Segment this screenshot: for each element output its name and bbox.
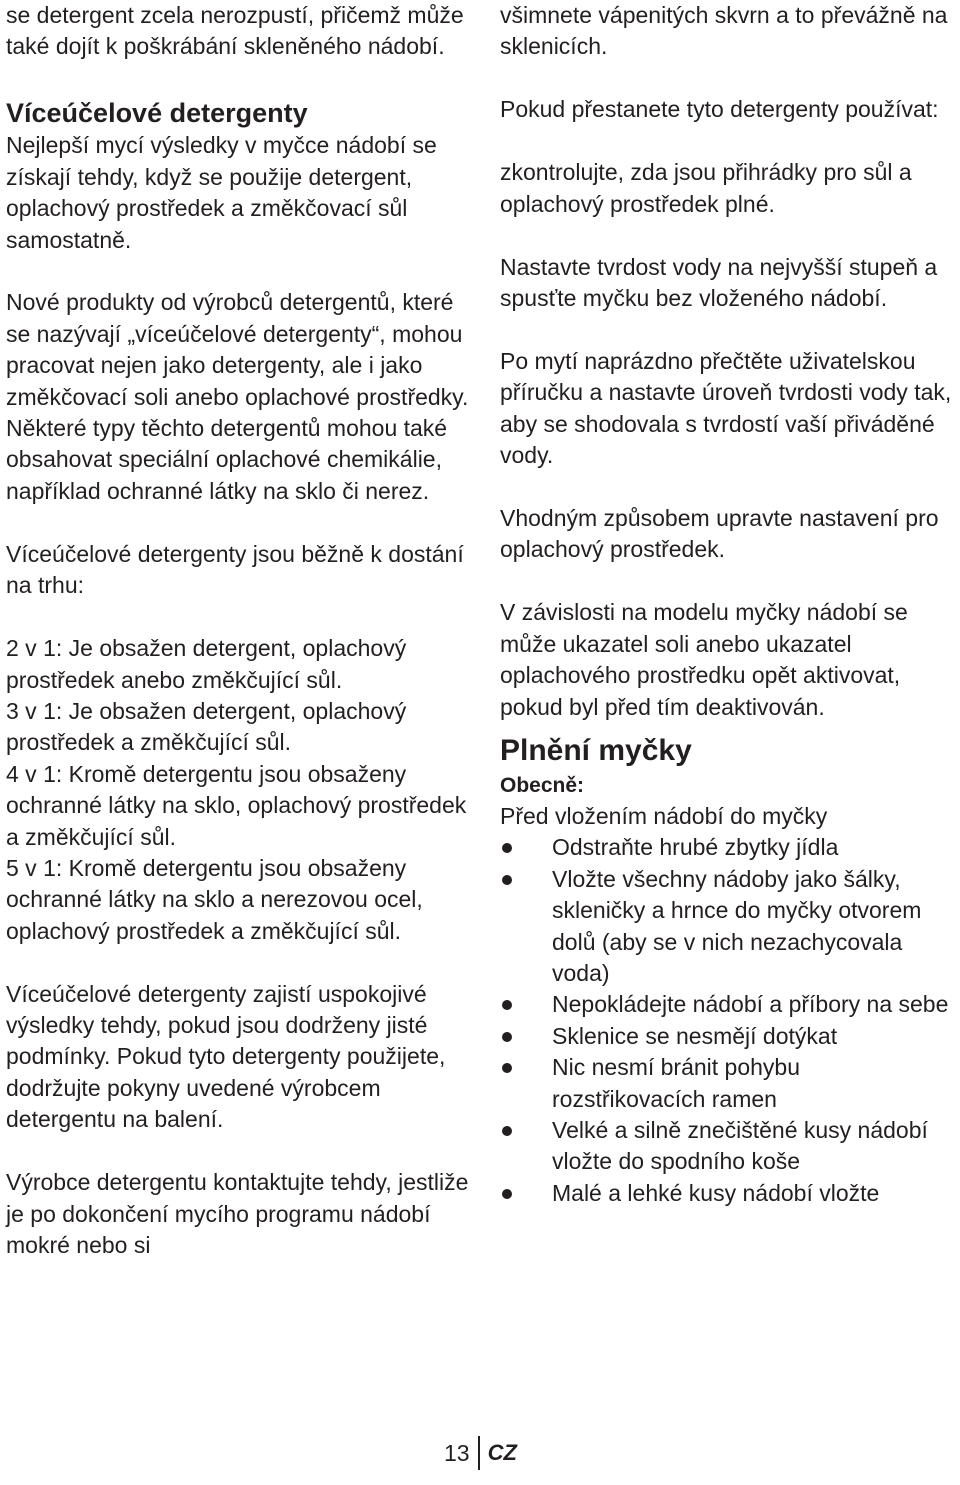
detergent-type-4in1: 4 v 1: Kromě detergentu jsou obsaženy ochranné látky na sklo, oplachový prostředek a změkčující sůl. — [6, 760, 467, 850]
paragraph: Víceúčelové detergenty zajistí uspokojivé výsledky tehdy, pokud jsou dodrženy jisté podmínky. Pokud tyto detergenty použijete, dodržujte pokyny uvedené výrobcem detergentu na balení. — [6, 980, 446, 1133]
bullet-icon — [502, 875, 512, 885]
language-code: CZ — [487, 1440, 517, 1465]
detergent-type-2in1: 2 v 1: Je obsažen detergent, oplachový prostředek anebo změkčující sůl. — [6, 635, 407, 693]
list-item: Nepokládejte nádobí a příbory na sebe — [500, 989, 958, 1020]
page-footer — [444, 1436, 517, 1470]
paragraph: zkontrolujte, zda jsou přihrádky pro sůl a oplachový prostředek plné. — [500, 159, 912, 217]
detergent-type-5in1: 5 v 1: Kromě detergentu jsou obsaženy ochranné látky na sklo a nerezovou ocel, oplachový prostředek a změkčující sůl. — [6, 854, 423, 944]
list-item: Malé a lehké kusy nádobí vložte — [500, 1178, 958, 1209]
bullet-icon — [502, 1189, 512, 1199]
bullet-icon — [502, 1000, 512, 1010]
bullet-icon — [502, 1032, 512, 1042]
paragraph: Víceúčelové detergenty jsou běžně k dostání na trhu: — [6, 540, 464, 599]
multipurpose-detergents-heading: Víceúčelové detergenty — [6, 98, 308, 129]
right-column — [500, 0, 958, 1209]
list-item: Vložte všechny nádoby jako šálky, skleničky a hrnce do myčky otvorem dolů (aby se v nich nezachycovala voda) — [500, 864, 958, 990]
list-item: Nic nesmí bránit pohybu rozstřikovacích ramen — [500, 1052, 958, 1115]
paragraph: Pokud přestanete tyto detergenty používat: — [500, 96, 939, 123]
paragraph: Výrobce detergentu kontaktujte tehdy, jestliže je po dokončení mycího programu nádobí mokré nebo si — [6, 1169, 469, 1258]
detergent-type-3in1: 3 v 1: Je obsažen detergent, oplachový prostředek a změkčující sůl. — [6, 697, 407, 756]
paragraph: Vhodným způsobem upravte nastavení pro oplachový prostředek. — [500, 504, 939, 563]
bullet-icon — [502, 1063, 512, 1073]
paragraph: všimnete vápenitých skvrn a to převážně na sklenicích. — [500, 2, 948, 60]
list-item: Velké a silně znečištěné kusy nádobí vložte do spodního koše — [500, 1115, 958, 1178]
bullet-lead: Před vložením nádobí do myčky — [500, 802, 828, 829]
bullet-icon — [502, 1126, 512, 1136]
intro-text: se detergent zcela nerozpustí, přičemž může také dojít k poškrábání skleněného nádobí. — [6, 2, 464, 60]
paragraph: Nové produkty od výrobců detergentů, které se nazývají „víceúčelové detergenty“, mohou pracovat nejen jako detergenty, ale i jako změkčovací soli anebo oplachové prostředky. Některé typy těchto detergentů mohou také obsahovat speciální oplachové chemikálie, například ochranné látky na sklo či nerez. — [6, 289, 469, 504]
list-item: Odstraňte hrubé zbytky jídla — [500, 832, 958, 863]
paragraph: V závislosti na modelu myčky nádobí se může ukazatel soli anebo ukazatel oplachového prostředku opět aktivovat, pokud byl před tím deaktivován. — [500, 599, 908, 720]
left-column — [6, 0, 476, 1261]
list-item: Sklenice se nesmějí dotýkat — [500, 1021, 958, 1052]
paragraph: Nastavte tvrdost vody na nejvyšší stupeň a spusťte myčku bez vloženého nádobí. — [500, 253, 938, 311]
paragraph: Po mytí naprázdno přečtěte uživatelskou příručku a nastavte úroveň tvrdosti vody tak, aby se shodovala s tvrdostí vaší přiváděné vody. — [500, 347, 952, 469]
page-number: 13 — [444, 1440, 470, 1466]
paragraph: Nejlepší mycí výsledky v myčce nádobí se získají tehdy, když se použije detergent, oplachový prostředek a změkčovací sůl samostatně. — [6, 132, 437, 253]
loading-instructions-list — [500, 832, 958, 1209]
bullet-icon — [502, 843, 512, 853]
general-subheading: Obecně: — [500, 773, 585, 797]
footer-divider — [478, 1436, 480, 1470]
loading-dishwasher-heading: Plnění myčky — [500, 733, 692, 767]
